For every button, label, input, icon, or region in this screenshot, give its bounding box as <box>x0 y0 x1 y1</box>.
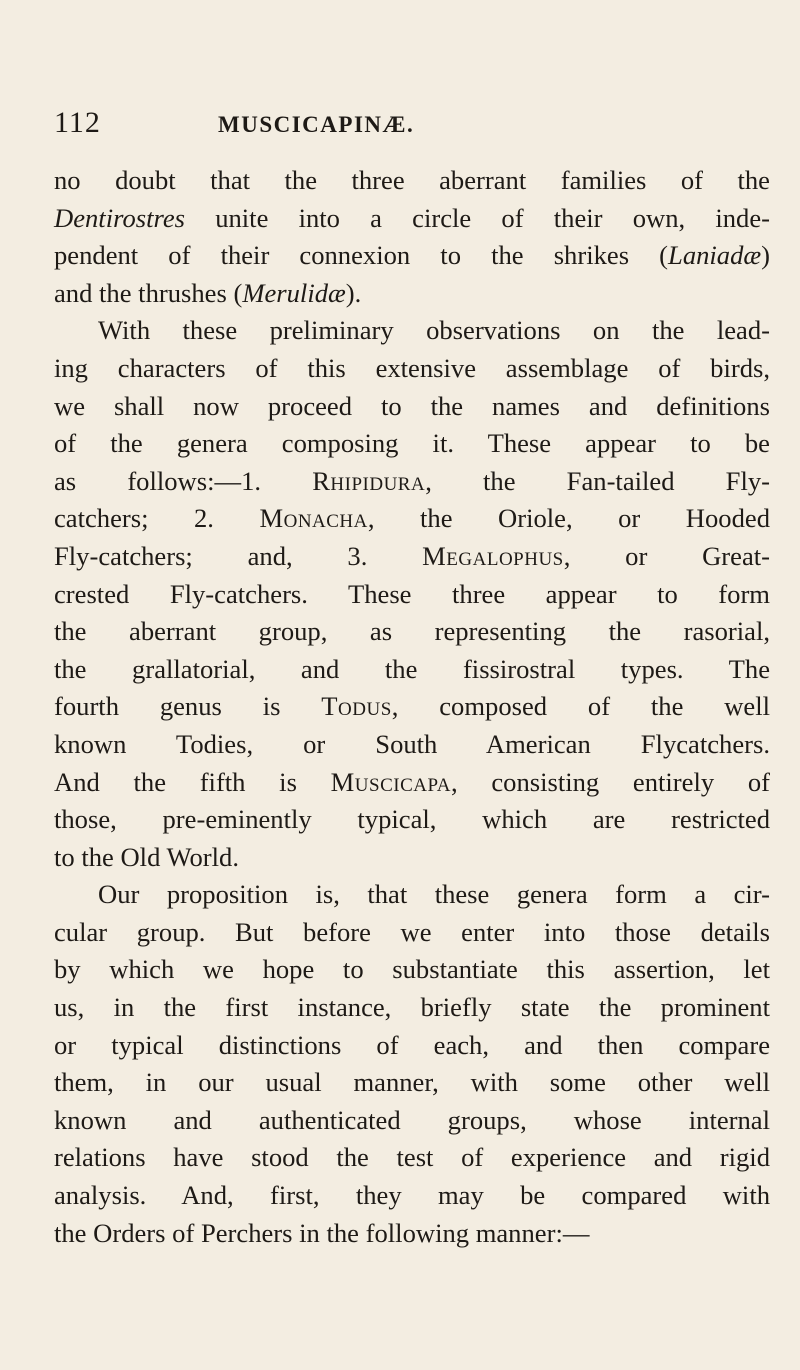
text-line <box>54 914 770 952</box>
text-run: Fly-catchers; and, 3. <box>54 540 423 571</box>
text-line <box>54 312 770 350</box>
text-run: analysis. And, first, they may be compared with <box>54 1180 770 1211</box>
text-run: or typical distinctions of each, and then compare <box>54 1029 770 1060</box>
italic-term: Merulidæ <box>242 277 346 308</box>
text-run: , composed of the well <box>391 691 771 722</box>
text-run: known Todies, or South American Flycatchers. <box>54 728 770 759</box>
text-line <box>54 388 770 426</box>
text-run: ). <box>345 277 362 308</box>
text-line <box>54 989 770 1027</box>
text-line <box>54 764 770 802</box>
text-run: pendent of their connexion to the shrikes ( <box>54 240 669 271</box>
running-title: MUSCICAPINÆ. <box>218 112 415 137</box>
text-run: those, pre-eminently typical, which are restricted <box>54 804 770 835</box>
text-line <box>54 463 770 501</box>
text-line <box>54 350 770 388</box>
text-line <box>54 613 770 651</box>
text-line <box>54 1177 770 1215</box>
text-line <box>54 951 770 989</box>
text-line <box>54 1027 770 1065</box>
text-line <box>54 1064 770 1102</box>
text-run: known and authenticated groups, whose internal <box>54 1104 770 1135</box>
body-text <box>54 162 770 1252</box>
text-line <box>54 576 770 614</box>
text-line <box>54 1139 770 1177</box>
page-number: 112 <box>54 106 101 139</box>
genus-name: Rhipidura <box>312 465 426 496</box>
text-run: us, in the first instance, briefly state the prominent <box>54 992 770 1023</box>
text-run: by which we hope to substantiate this assertion, let <box>54 954 770 985</box>
text-line <box>54 876 770 914</box>
genus-name: Megalophus <box>422 540 564 571</box>
text-run: unite into a circle of their own, inde- <box>185 202 770 233</box>
text-run: the aberrant group, as representing the rasorial, <box>54 616 770 647</box>
text-run: of the genera composing it. These appear to be <box>54 428 770 459</box>
text-run: And the fifth is <box>54 766 331 797</box>
text-run: catchers; 2. <box>54 503 260 534</box>
text-run: as follows:—1. <box>54 465 313 496</box>
text-line <box>54 839 770 877</box>
italic-term: Dentirostres <box>54 202 185 233</box>
text-run: crested Fly-catchers. These three appear to form <box>54 578 770 609</box>
text-run: Our proposition is, that these genera form a cir- <box>98 879 770 910</box>
text-line <box>54 200 770 238</box>
text-line <box>54 651 770 689</box>
text-line <box>54 1102 770 1140</box>
text-run: , the Fan-tailed Fly- <box>425 465 770 496</box>
text-run: the Orders of Perchers in the following manner:— <box>54 1217 590 1248</box>
text-line <box>54 237 770 275</box>
text-run: and the thrushes ( <box>54 277 243 308</box>
text-run: the grallatorial, and the fissirostral types. The <box>54 653 770 684</box>
text-run: , consisting entirely of <box>451 766 771 797</box>
text-run: relations have stood the test of experience and rigid <box>54 1142 770 1173</box>
text-run: ing characters of this extensive assemblage of birds, <box>54 352 770 383</box>
text-run: them, in our usual manner, with some other well <box>54 1067 770 1098</box>
text-line <box>54 162 770 200</box>
text-line <box>54 726 770 764</box>
text-run: ) <box>761 240 770 271</box>
text-line <box>54 1215 770 1253</box>
genus-name: Todus <box>321 691 392 722</box>
text-run: cular group. But before we enter into those details <box>54 916 770 947</box>
text-run: , the Oriole, or Hooded <box>367 503 770 534</box>
text-line <box>54 801 770 839</box>
text-line <box>54 688 770 726</box>
text-run: fourth genus is <box>54 691 322 722</box>
text-run: With these preliminary observations on the lead- <box>98 315 770 346</box>
genus-name: Muscicapa <box>330 766 452 797</box>
text-run: , or Great- <box>563 540 771 571</box>
running-head <box>54 103 769 143</box>
text-line <box>54 538 770 576</box>
text-run: we shall now proceed to the names and definitions <box>54 390 770 421</box>
text-line <box>54 425 770 463</box>
italic-term: Laniadæ <box>668 240 762 271</box>
text-line <box>54 275 770 313</box>
genus-name: Monacha <box>259 503 368 534</box>
text-run: no doubt that the three aberrant families of the <box>54 165 770 195</box>
text-line <box>54 500 770 538</box>
text-run: to the Old World. <box>54 841 239 872</box>
